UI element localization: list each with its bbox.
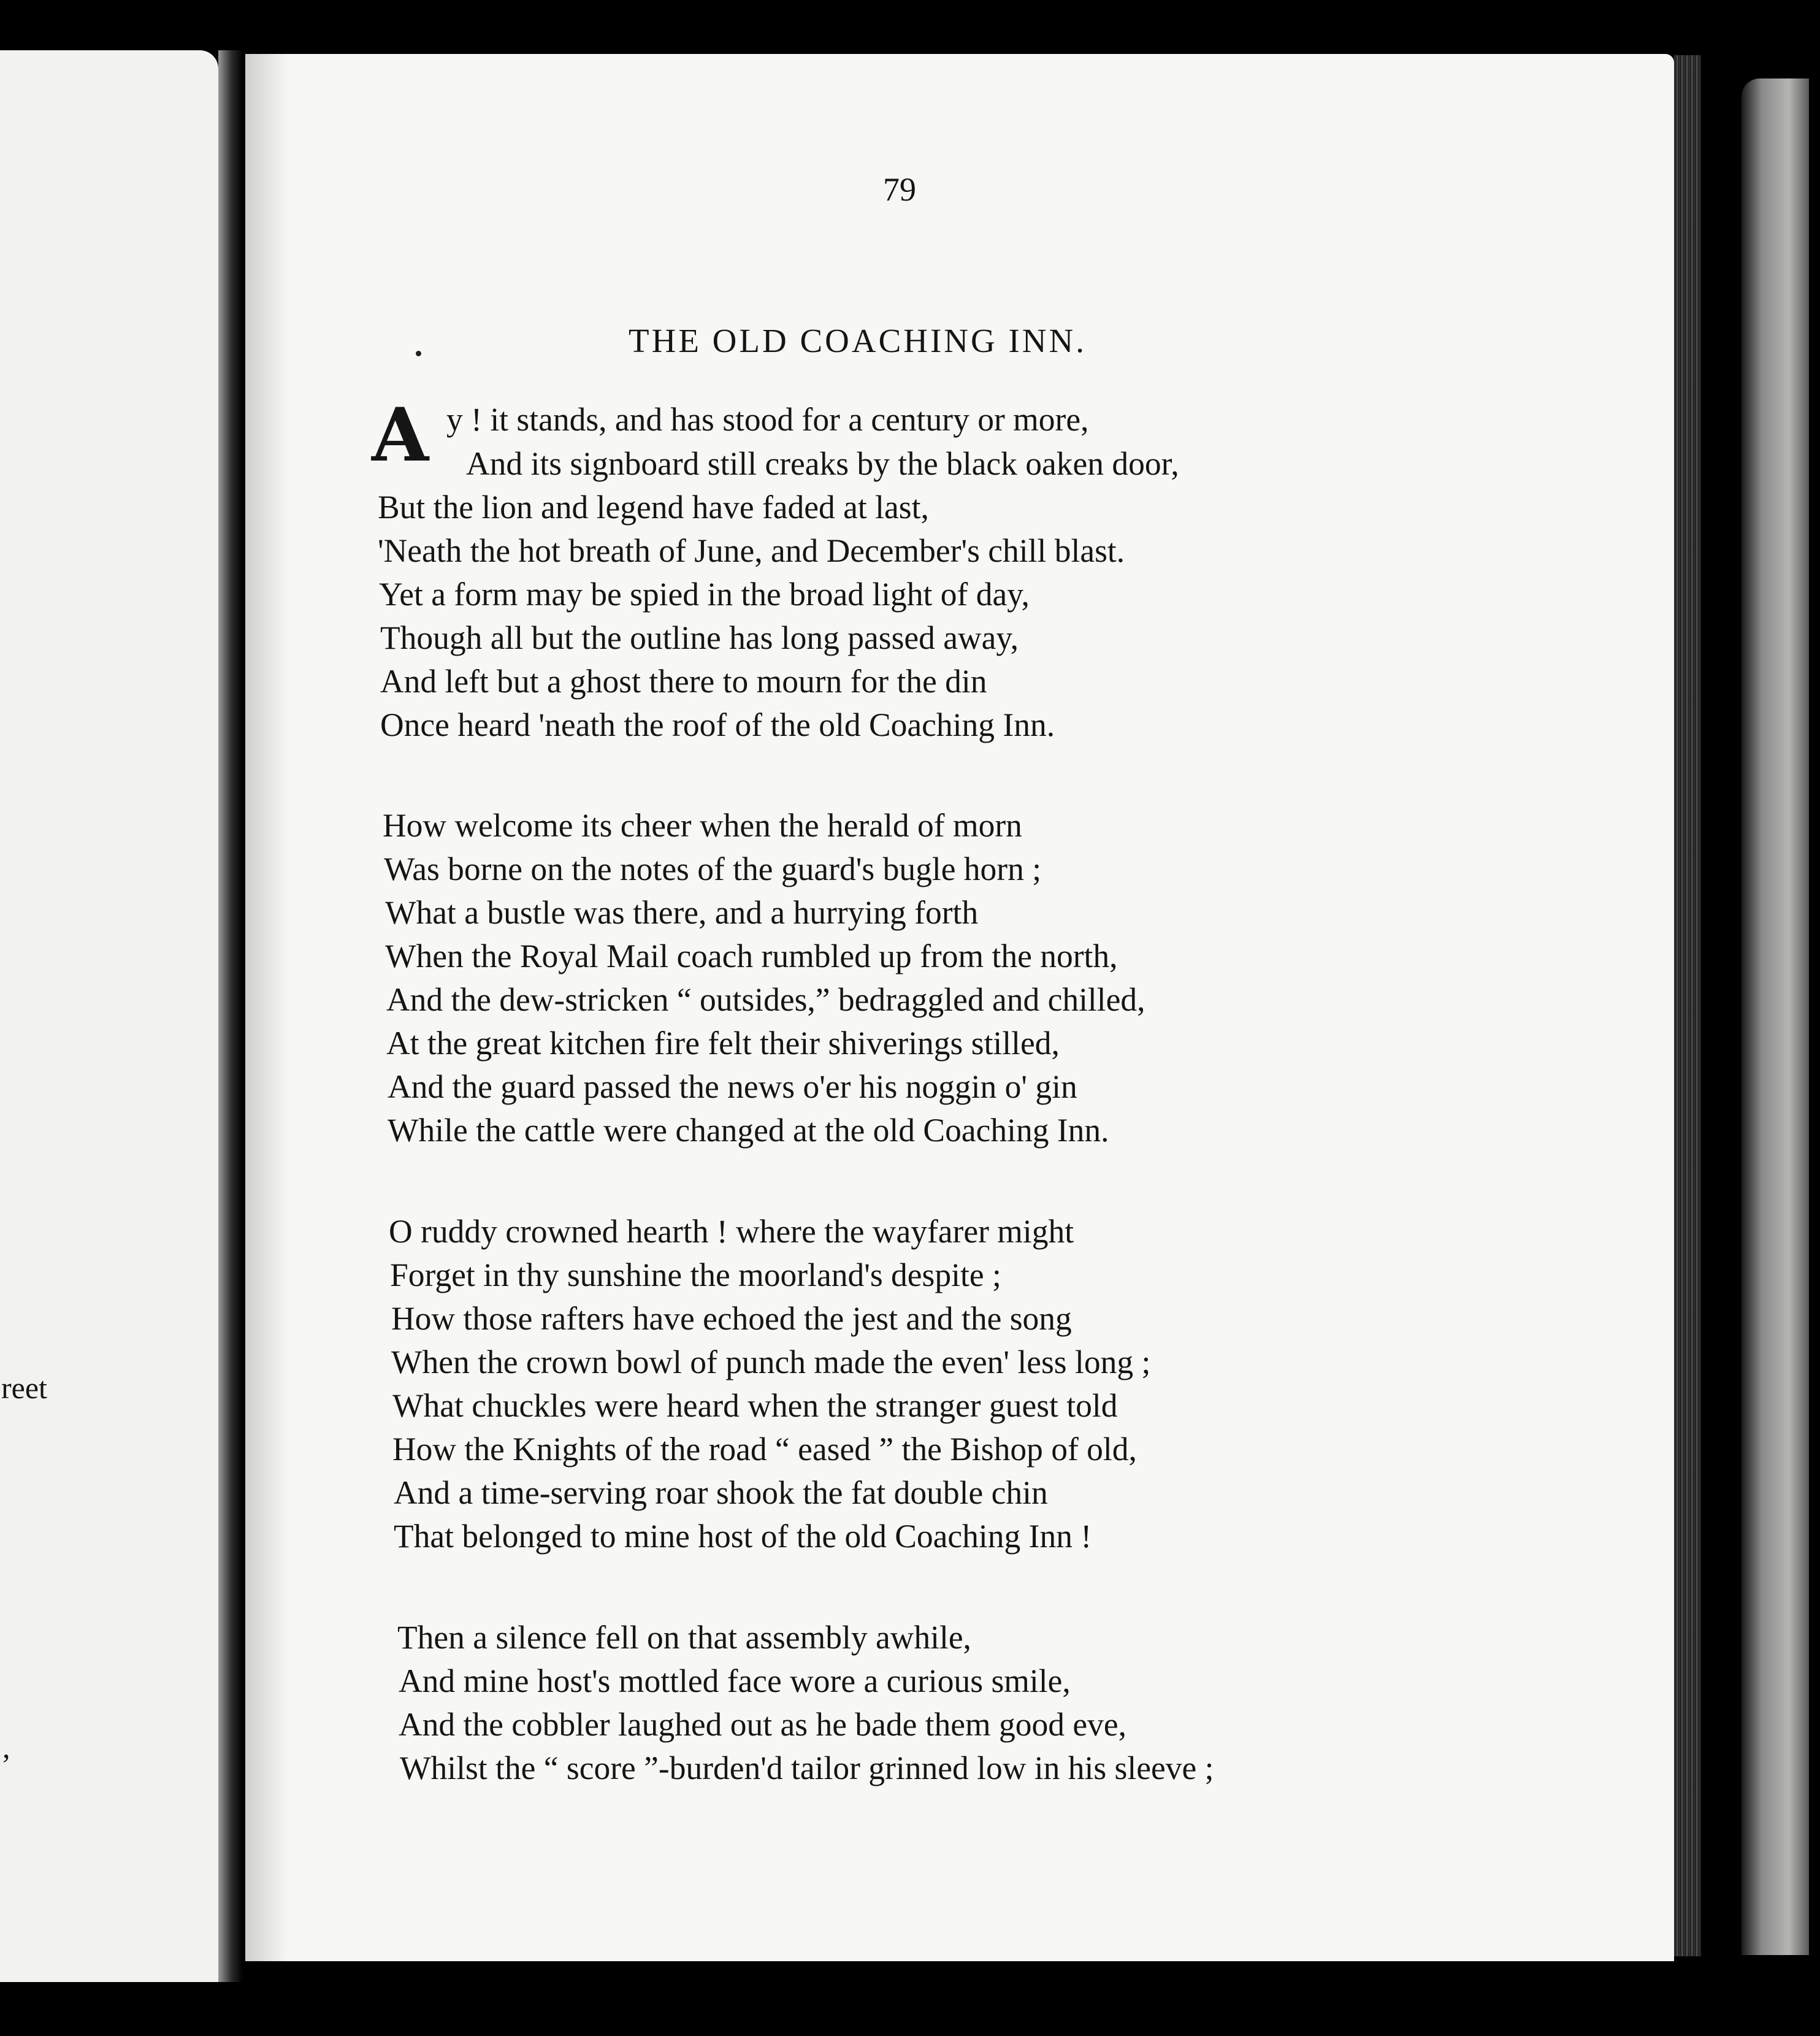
next-page-edge [1742, 78, 1809, 1955]
poem-line: How those rafters have echoed the jest and the song [391, 1300, 1072, 1337]
poem-line: How the Knights of the road “ eased ” the Bishop of old, [392, 1431, 1137, 1468]
poem-line: Then a silence fell on that assembly awhile, [397, 1619, 971, 1656]
poem-line: And a time-serving roar shook the fat double chin [394, 1474, 1048, 1511]
poem-line: When the Royal Mail coach rumbled up from the north, [385, 938, 1118, 974]
poem-line: Whilst the “ score ”-burden'd tailor grinned low in his sleeve ; [400, 1750, 1214, 1786]
previous-page-fragment: , [2, 1730, 10, 1764]
poem-line: O ruddy crowned hearth ! where the wayfarer might [389, 1213, 1074, 1250]
poem-line: Forget in thy sunshine the moorland's despite ; [390, 1257, 1001, 1293]
poem-line: What chuckles were heard when the stranger guest told [392, 1387, 1118, 1424]
poem-line: And mine host's mottled face wore a curious smile, [399, 1663, 1071, 1699]
poem-line: While the cattle were changed at the old Coaching Inn. [388, 1112, 1109, 1149]
page-number: 79 [883, 171, 916, 208]
poem-line: That belonged to mine host of the old Coaching Inn ! [394, 1518, 1092, 1555]
poem-line: And the cobbler laughed out as he bade them good eve, [399, 1706, 1127, 1743]
poem-line: y ! it stands, and has stood for a century or more, [446, 401, 1089, 438]
poem-line: Was borne on the notes of the guard's bugle horn ; [384, 851, 1042, 887]
poem-line: And the dew-stricken “ outsides,” bedraggled and chilled, [386, 981, 1145, 1018]
poem-line: When the crown bowl of punch made the even' less long ; [391, 1344, 1151, 1380]
poem-line: Yet a form may be spied in the broad light of day, [379, 576, 1030, 613]
poem-line: What a bustle was there, and a hurrying forth [385, 894, 979, 931]
poem-line: And left but a ghost there to mourn for the din [380, 663, 987, 700]
poem-line: How welcome its cheer when the herald of morn [383, 807, 1022, 844]
ink-speck [416, 351, 421, 356]
poem-line: And the guard passed the news o'er his noggin o' gin [388, 1068, 1077, 1105]
page-edges [1674, 55, 1701, 1956]
poem-line: 'Neath the hot breath of June, and December's chill blast. [378, 532, 1125, 569]
drop-cap-initial: A [372, 392, 429, 478]
poem-title: THE OLD COACHING INN. [629, 322, 1087, 359]
book-gutter [218, 50, 243, 1982]
poem-line: Though all but the outline has long passed away, [380, 619, 1019, 656]
poem-line: Once heard 'neath the roof of the old Coaching Inn. [380, 706, 1055, 743]
poem-line: But the lion and legend have faded at last, [378, 489, 929, 526]
poem-line: And its signboard still creaks by the black oaken door, [466, 445, 1179, 482]
previous-page-fragment: reet [1, 1371, 47, 1405]
poem-line: At the great kitchen fire felt their shiverings stilled, [386, 1025, 1060, 1062]
previous-page [0, 50, 218, 1982]
